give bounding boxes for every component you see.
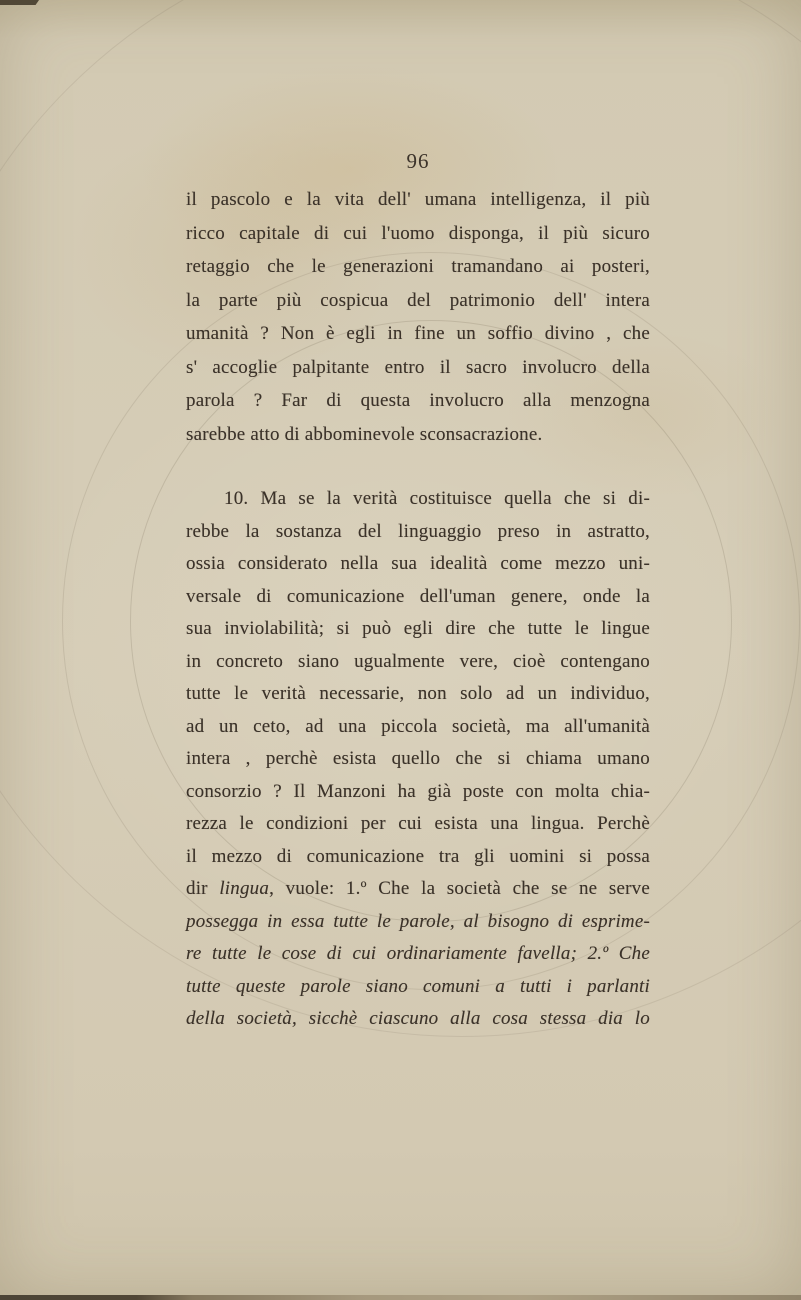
page-number: 96 xyxy=(406,149,430,173)
paragraph-continuation xyxy=(186,183,650,451)
text-line-mixed xyxy=(186,873,650,906)
text-line: ossia considerato nella sua idealità come mezzo uni- xyxy=(186,553,650,574)
text-run: , vuole: 1.º Che la società che se ne serve xyxy=(269,878,650,899)
text-line: ricco capitale di cui l'uomo disponga, il più sicuro xyxy=(186,222,650,244)
text-line: sarebbe atto di abbominevole sconsacrazione. xyxy=(186,423,543,445)
text-line: il mezzo di comunicazione tra gli uomini si possa xyxy=(186,845,650,867)
text-line: umanità ? Non è egli in fine un soffio divino , che xyxy=(186,323,650,344)
text-line: tutte le verità necessarie, non solo ad un individuo, xyxy=(186,683,650,704)
text-line: parola ? Far di questa involucro alla menzogna xyxy=(186,390,650,411)
text-line: retaggio che le generazioni tramandano ai posteri, xyxy=(186,256,650,277)
text-line: s' accoglie palpitante entro il sacro involucro della xyxy=(186,356,650,378)
text-line: versale di comunicazione dell'uman genere, onde la xyxy=(186,585,650,607)
text-line: rezza le condizioni per cui esista una lingua. Perchè xyxy=(186,813,650,834)
page-edge-mark xyxy=(0,0,40,5)
text-line-italic: possegga in essa tutte le parole, al bisogno di esprime- xyxy=(186,910,650,932)
text-run: dir xyxy=(186,878,220,899)
text-line: in concreto siano ugualmente vere, cioè contengano xyxy=(186,650,650,672)
text-line: intera , perchè esista quello che si chiama umano xyxy=(186,748,650,769)
paragraph-section-10 xyxy=(186,483,650,1036)
text-line: 10. Ma se la verità costituisce quella che si di- xyxy=(224,488,650,509)
text-run-italic: lingua xyxy=(219,878,270,899)
text-line-italic: tutte queste parole siano comuni a tutti i parlanti xyxy=(186,975,650,997)
text-line: consorzio ? Il Manzoni ha già poste con molta chia- xyxy=(186,780,650,802)
page-bottom-edge xyxy=(0,1295,801,1300)
text-block xyxy=(186,183,650,1036)
text-line-italic: della società, sicchè ciascuno alla cosa stessa dia lo xyxy=(186,1008,650,1029)
text-line: rebbe la sostanza del linguaggio preso in astratto, xyxy=(186,520,650,542)
text-line: ad un ceto, ad una piccola società, ma all'umanità xyxy=(186,715,650,737)
text-line: la parte più cospicua del patrimonio dell' intera xyxy=(186,289,650,311)
text-line: il pascolo e la vita dell' umana intelligenza, il più xyxy=(186,189,650,210)
text-line: sua inviolabilità; si può egli dire che tutte le lingue xyxy=(186,618,650,639)
text-line-italic: re tutte le cose di cui ordinariamente favella; 2.º Che xyxy=(186,943,650,964)
